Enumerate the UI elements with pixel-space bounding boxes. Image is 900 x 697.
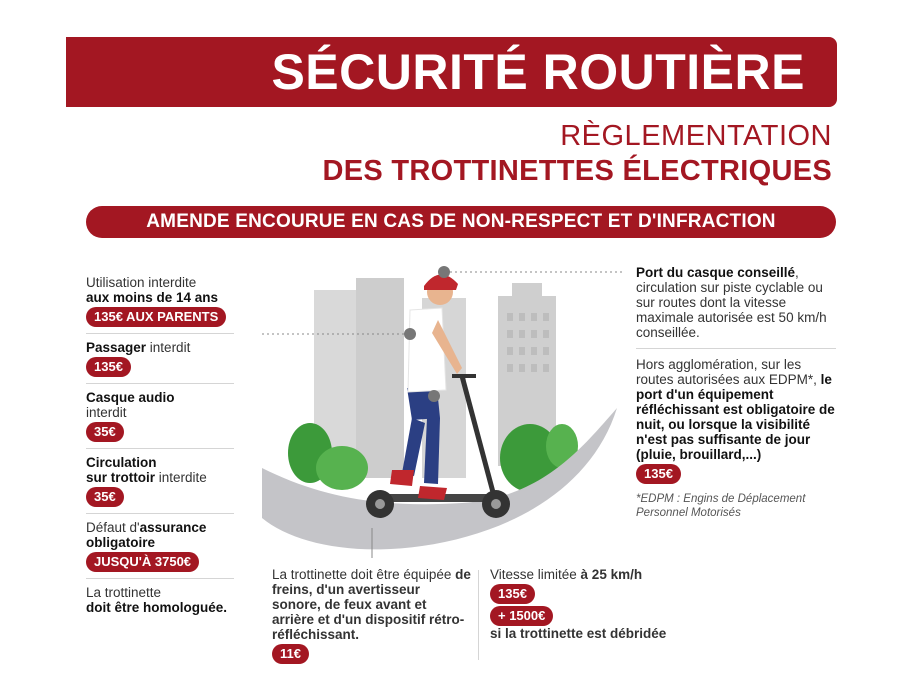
rule-homologation [86, 585, 246, 615]
rule-passenger-bold: Passager [86, 340, 147, 355]
divider [86, 448, 234, 449]
rule-reflective-bold: le port d'un équipement réfléchissant est obligatoire de nuit, ou lorsque la visibilité n'est pas suffisante de jour (pluie, brouillard,...) [636, 372, 835, 462]
right-rules [636, 265, 841, 520]
divider [86, 513, 234, 514]
rule-speed-bold2: si la trottinette est débridée [490, 626, 667, 641]
rule-headphones-text: interdit [86, 405, 127, 420]
rider-shoe [390, 470, 414, 486]
divider [478, 570, 479, 660]
scooter-stem [462, 376, 494, 496]
rider-leg [402, 418, 425, 476]
fine-badge: + 1500€ [490, 606, 553, 626]
fine-badge: 135€ [490, 584, 535, 604]
rule-age-bold: aux moins de 14 ans [86, 290, 219, 305]
rider-shirt [408, 308, 446, 392]
fine-badge: 35€ [86, 422, 124, 442]
fine-badge: 35€ [86, 487, 124, 507]
rule-reflective-text: Hors agglomération, sur les routes autorisées aux EDPM*, [636, 357, 821, 387]
rule-equipment [272, 567, 472, 664]
fine-banner-text: AMENDE ENCOURUE EN CAS DE NON-RESPECT ET D'INFRACTION [146, 211, 776, 232]
rule-sidewalk-bold1: Circulation [86, 455, 157, 470]
rule-insurance-text: Défaut d' [86, 520, 140, 535]
rule-insurance-bold1: assurance [139, 520, 207, 535]
subtitle-line1: RÈGLEMENTATION [560, 120, 832, 152]
rule-helmet [636, 265, 841, 340]
bush-shape [316, 446, 368, 490]
rule-reflective [636, 357, 841, 462]
marker-dot [438, 266, 450, 278]
rule-headphones [86, 390, 246, 442]
rule-speed [490, 567, 690, 641]
fine-badge: JUSQU'À 3750€ [86, 552, 199, 572]
building-shape [512, 283, 542, 303]
fine-badge: 11€ [272, 644, 309, 664]
rule-equipment-bold: de freins, d'un avertisseur sonore, de feux avant et arrière et d'un dispositif rétro-réfléchissant. [272, 567, 471, 642]
subtitle-line2: DES TROTTINETTES ÉLECTRIQUES [322, 155, 832, 187]
rule-equipment-text: La trottinette doit être équipée [272, 567, 456, 582]
edpm-footnote: *EDPM : Engins de Déplacement Personnel Motorisés [636, 493, 806, 519]
rule-sidewalk-text: interdite [155, 470, 207, 485]
divider [86, 383, 234, 384]
scooter-illustration [262, 258, 622, 558]
rule-age [86, 275, 246, 327]
page-title: SÉCURITÉ ROUTIÈRE [271, 44, 805, 100]
rule-speed-bold: à 25 km/h [580, 567, 643, 582]
rule-headphones-bold: Casque audio [86, 390, 175, 405]
rule-insurance [86, 520, 246, 572]
rule-helmet-bold: Port du casque conseillé [636, 265, 796, 280]
rule-passenger [86, 340, 246, 377]
marker-dot [404, 328, 416, 340]
rule-insurance-bold2: obligatoire [86, 535, 156, 550]
rule-speed-text: Vitesse limitée [490, 567, 581, 582]
left-rules [86, 275, 246, 615]
rule-passenger-text: interdit [146, 340, 191, 355]
divider [636, 348, 836, 349]
rule-age-text: Utilisation interdite [86, 275, 197, 290]
title-banner [66, 37, 837, 107]
rule-homologation-bold: doit être homologuée. [86, 600, 228, 615]
rule-sidewalk-bold2: sur trottoir [86, 470, 155, 485]
divider [86, 578, 234, 579]
rule-homologation-text: La trottinette [86, 585, 162, 600]
rule-sidewalk [86, 455, 246, 507]
fine-badge: 135€ AUX PARENTS [86, 307, 226, 327]
rule-helmet-text: , circulation sur piste cyclable ou sur routes dont la vitesse maximale autorisée est 50 km/h conseillée. [636, 265, 827, 340]
fine-badge: 135€ [636, 464, 681, 484]
rider-shoe [418, 486, 447, 500]
fine-banner [86, 206, 836, 238]
building-shape [356, 278, 404, 478]
fine-badge: 135€ [86, 357, 131, 377]
marker-dot [428, 390, 440, 402]
divider [86, 333, 234, 334]
